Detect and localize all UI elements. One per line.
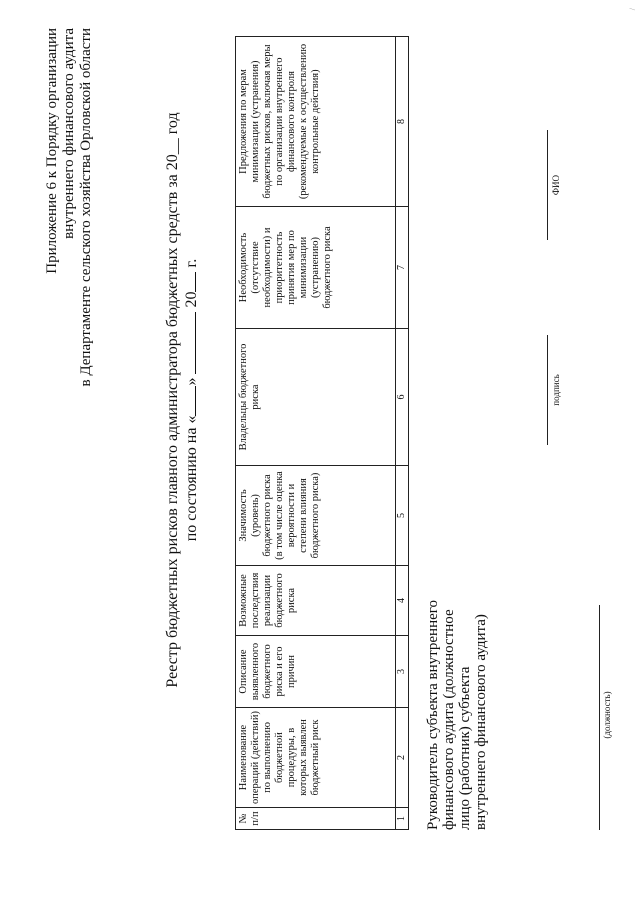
- position-line: [599, 605, 600, 830]
- header-risk-owners: Владельцы бюджетного риска: [236, 329, 396, 466]
- column-number-4: 4: [396, 566, 409, 636]
- column-number-5: 5: [396, 466, 409, 566]
- document-title: [163, 15, 201, 785]
- year-blank: [182, 272, 196, 292]
- signer-description: Руководитель субъекта внутреннего финансового аудита (должностное лицо (работник) субъекта внутреннего финансового аудита): [425, 599, 489, 830]
- title-line-2: [182, 15, 201, 785]
- header-risk-description: Описание выявленного бюджетного риска и его причин: [236, 636, 396, 708]
- appendix-line-1: Приложение 6 к Порядку организации: [44, 28, 60, 274]
- risk-register-table: [235, 36, 409, 830]
- title-line-1: Реестр бюджетных рисков главного администратора бюджетных средств за 20__ год: [164, 112, 181, 688]
- full-name-line: [547, 130, 548, 240]
- table-header-row: [236, 37, 396, 830]
- signature-line: [547, 335, 548, 445]
- date-prefix: по состоянию на «: [183, 415, 200, 542]
- position-caption: (должность): [602, 691, 612, 739]
- day-blank: [182, 386, 196, 416]
- column-number-7: 7: [396, 207, 409, 329]
- appendix-line-3: в Департаменте сельского хозяйства Орловской области: [78, 28, 94, 387]
- appendix-line-2: внутреннего финансового аудита: [61, 28, 77, 239]
- signature-block: [425, 10, 625, 830]
- year-prefix: 20: [183, 291, 200, 308]
- month-blank: [182, 312, 196, 374]
- header-necessity: Необходимость (отсутствие необходимости) и приоритетность принятия мер по минимизации (устранению) бюджетного риска: [236, 207, 396, 329]
- header-proposals: Предложения по мерам минимизации (устранения) бюджетных рисков, включая меры по организации внутреннего финансового контроля (рекомендуемые к осуществлению контрольные действия): [236, 37, 396, 207]
- corner-mark: /: [628, 8, 637, 11]
- column-number-1: 1: [396, 808, 409, 830]
- full-name-caption: ФИО: [551, 174, 561, 196]
- column-number-6: 6: [396, 329, 409, 466]
- date-mid: »: [183, 377, 200, 386]
- signature-caption: подпись: [551, 374, 561, 406]
- header-significance: Значимость (уровень) бюджетного риска (в том числе оценка вероятности и степени влияния бюджетного риска): [236, 466, 396, 566]
- header-consequences: Возможные последствия реализации бюджетного риска: [236, 566, 396, 636]
- header-number: № п/п: [236, 808, 396, 830]
- header-operations: Наименование операций (действий) по выполнению бюджетной процедуры, в которых выявлен бюджетный риск: [236, 708, 396, 808]
- column-number-2: 2: [396, 708, 409, 808]
- table-number-row: [396, 37, 409, 830]
- column-number-8: 8: [396, 37, 409, 207]
- appendix-note: [44, 28, 95, 386]
- year-suffix: г.: [183, 258, 200, 268]
- column-number-3: 3: [396, 636, 409, 708]
